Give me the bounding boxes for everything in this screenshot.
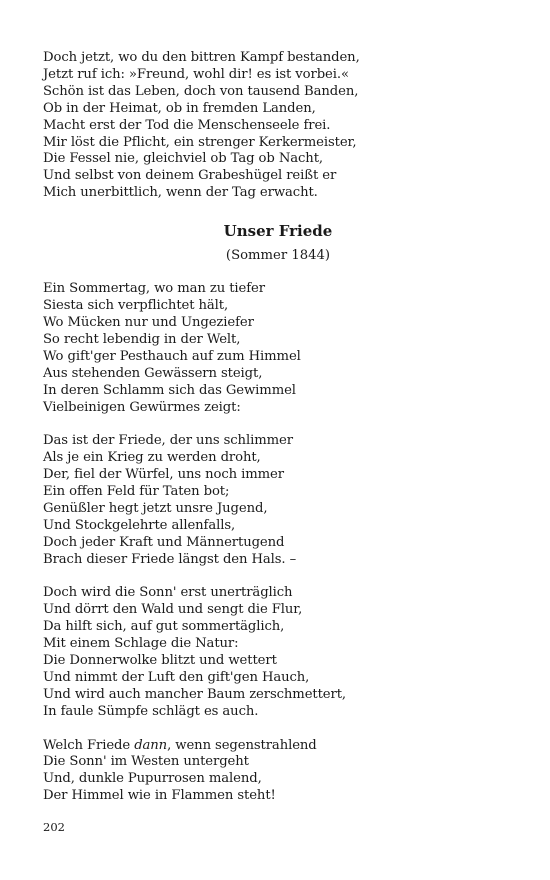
poem-line: Brach dieser Friede längst den Hals. – [43, 551, 297, 567]
poem-line: Genüßler hegt jetzt unsre Jugend, [43, 500, 268, 516]
poem-line: Mir löst die Pflicht, ein strenger Kerkermeister, [43, 134, 357, 150]
poem-line: Doch jetzt, wo du den bittren Kampf bestanden, [43, 50, 360, 65]
poem-line: Und nimmt der Luft den gift'gen Hauch, [43, 669, 310, 685]
poem-line: Der Himmel wie in Flammen steht! [43, 788, 276, 804]
poem-line: In deren Schlamm sich das Gewimmel [43, 382, 296, 398]
poem-line: Ein offen Feld für Taten bot; [43, 484, 230, 500]
poem-line: Doch jeder Kraft und Männertugend [43, 534, 285, 550]
page-body [43, 50, 513, 805]
page-number: 202 [43, 820, 65, 834]
poem-line: Und dörrt den Wald und sengt die Flur, [43, 602, 303, 618]
poem-line: Doch wird die Sonn' erst unerträglich [43, 585, 293, 601]
stanza-gap [43, 569, 513, 586]
poem-line: Siesta sich verpflichtet hält, [43, 298, 229, 314]
stanza-gap [43, 721, 513, 738]
poem-line: Die Donnerwolke blitzt und wettert [43, 653, 277, 669]
line-text: , wenn segenstrahlend [167, 737, 317, 753]
poem-line: Wo Mücken nur und Ungeziefer [43, 314, 254, 330]
poem-stanza-4 [43, 738, 513, 806]
previous-poem-stanza [43, 50, 513, 202]
poem-line: In faule Sümpfe schlägt es auch. [43, 703, 259, 719]
poem-stanza-2 [43, 433, 513, 568]
poem-line: Die Sonn' im Westen untergeht [43, 754, 249, 770]
poem-line: Jetzt ruf ich: »Freund, wohl dir! es ist vorbei.« [43, 66, 349, 82]
poem-line: Das ist der Friede, der uns schlimmer [43, 433, 293, 449]
poem-line: So recht lebendig in der Welt, [43, 331, 241, 347]
poem-line: Ob in der Heimat, ob in fremden Landen, [43, 100, 316, 116]
poem-line: Als je ein Krieg zu werden droht, [43, 450, 261, 466]
poem-title: Unser Friede [223, 222, 333, 241]
poem-line: Die Fessel nie, gleichviel ob Tag ob Nacht, [43, 151, 323, 167]
poem-line: Schön ist das Leben, doch von tausend Banden, [43, 83, 359, 99]
poem-subtitle: (Sommer 1844) [225, 248, 331, 264]
poem-line: Macht erst der Tod die Menschenseele frei. [43, 117, 331, 133]
emphasized-word: dann [134, 737, 168, 753]
poem-stanza-3 [43, 585, 513, 720]
poem-line: Und Stockgelehrte allenfalls, [43, 517, 236, 533]
poem-line: Mit einem Schlage die Natur: [43, 636, 239, 652]
poem-line: Der, fiel der Würfel, uns noch immer [43, 467, 284, 483]
line-text: Welch Friede [43, 737, 135, 753]
poem-line: Mich unerbittlich, wenn der Tag erwacht. [43, 185, 318, 201]
poem-line: Da hilft sich, auf gut sommertäglich, [43, 619, 285, 635]
poem-stanza-1 [43, 281, 513, 416]
stanza-gap [43, 416, 513, 433]
poem-line: Und wird auch mancher Baum zerschmettert, [43, 686, 347, 702]
poem-line: Und selbst von deinem Grabeshügel reißt er [43, 168, 337, 184]
poem-line: Wo gift'ger Pesthauch auf zum Himmel [43, 348, 301, 364]
poem-line: Ein Sommertag, wo man zu tiefer [43, 281, 265, 297]
poem-line: Aus stehenden Gewässern steigt, [43, 365, 263, 381]
poem-line: Vielbeinigen Gewürmes zeigt: [43, 399, 241, 415]
poem-line [43, 738, 513, 755]
poem-line: Und, dunkle Pupurrosen malend, [43, 771, 262, 787]
